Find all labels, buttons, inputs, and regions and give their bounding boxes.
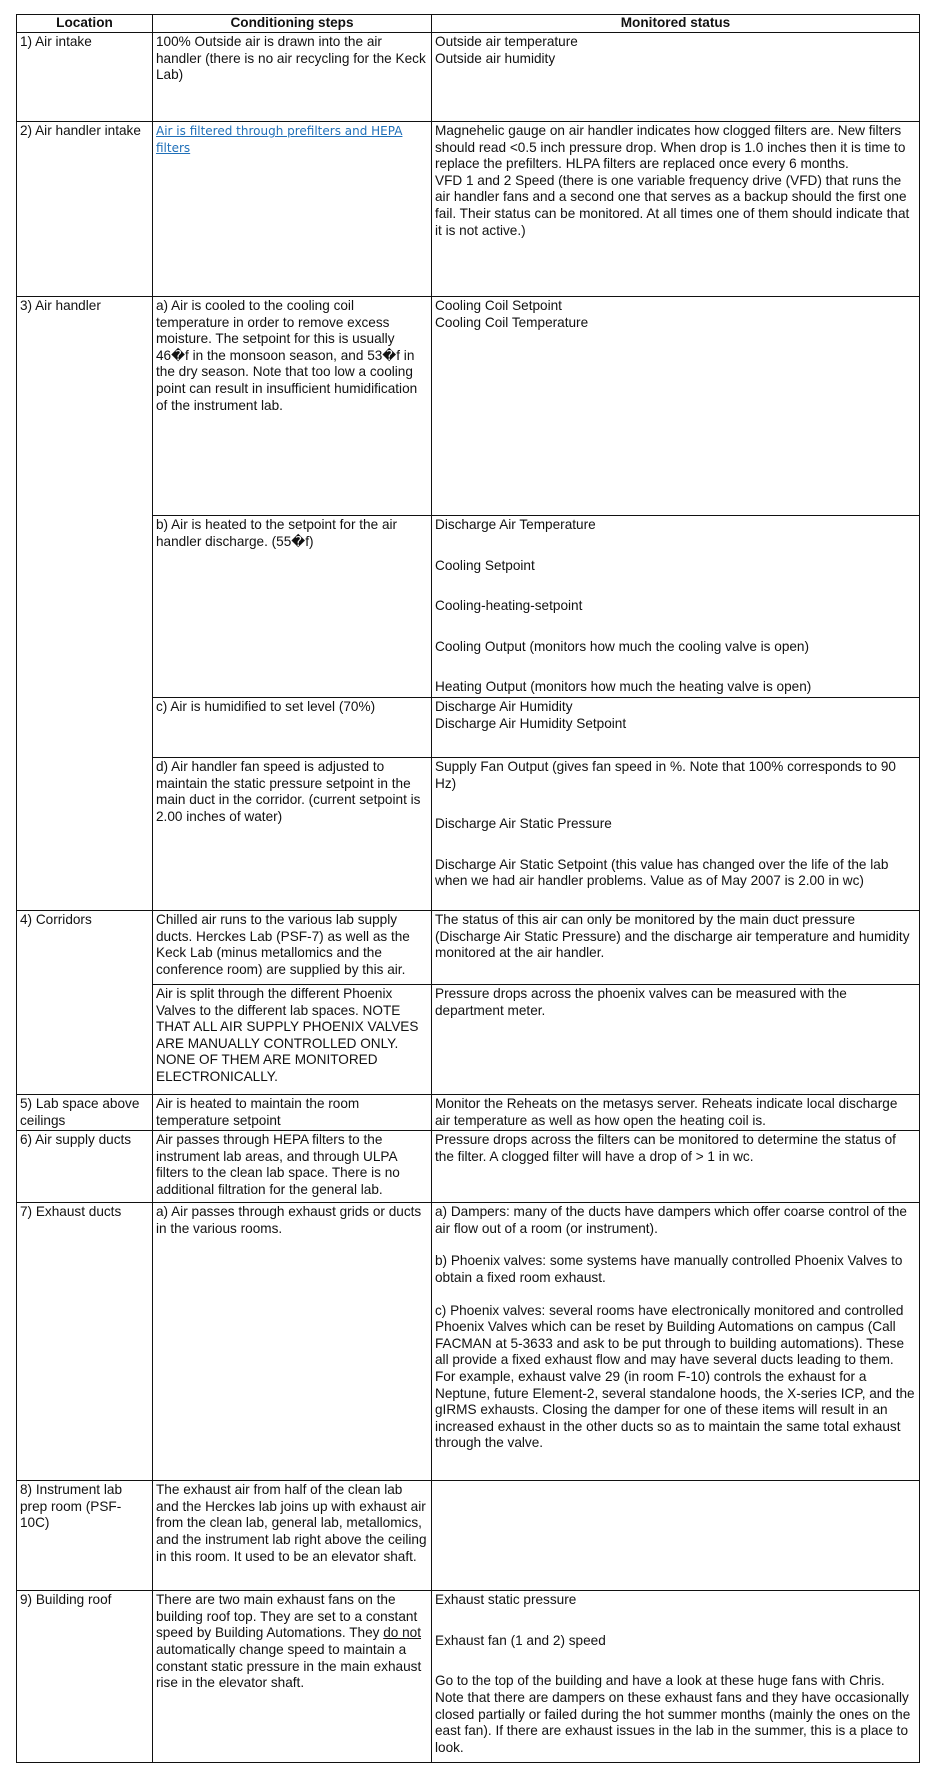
monitored-item: Cooling Setpoint bbox=[435, 557, 535, 573]
monitored-item: Discharge Air Humidity Setpoint bbox=[435, 715, 627, 731]
monitored-cell bbox=[432, 697, 920, 757]
location-cell: 9) Building roof bbox=[17, 1591, 153, 1763]
monitored-item: a) Dampers: many of the ducts have dampers which offer coarse control of the air flow out of a room (or instrument). bbox=[435, 1204, 907, 1236]
table-row bbox=[17, 910, 920, 984]
step-cell: 100% Outside air is drawn into the air handler (there is no air recycling for the Keck Lab) bbox=[153, 33, 432, 122]
step-cell: Air is heated to maintain the room temperature setpoint bbox=[153, 1094, 432, 1130]
filter-link[interactable]: Air is filtered through prefilters and HEPA filters bbox=[156, 124, 403, 155]
monitored-item: Supply Fan Output (gives fan speed in %. Note that 100% corresponds to 90 Hz) bbox=[435, 758, 896, 791]
monitored-cell: The status of this air can only be monitored by the main duct pressure (Discharge Air Static Pressure) and the discharge air temperature and humidity monitored at the air handler. bbox=[432, 910, 920, 984]
table-row bbox=[17, 1131, 920, 1203]
monitored-item: VFD 1 and 2 Speed (there is one variable frequency drive (VFD) that runs the air handler fans and a second one that serves as a backup should the first one fail. Their status can be monitored. At all times one of them should indicate that it is not active.) bbox=[435, 172, 910, 238]
table-row bbox=[17, 1094, 920, 1130]
monitored-item: c) Phoenix valves: several rooms have electronically monitored and controlled Phoenix Valves which can be reset by Building Automations on campus (Call FACMAN at 5-3633 and ask to be put through to building automations). These all provide a fixed exhaust flow and may have several ducts leading to them. For example, exhaust valve 29 (in room F-10) controls the exhaust for a Neptune, future Element-2, several standalone hoods, the X-series ICP, and the gIRMS exhausts. Closing the damper for one of these items will result in an increased exhaust in the other ducts so as to maintain the same total exhaust through the valve. bbox=[435, 1302, 915, 1451]
monitored-item: Exhaust static pressure bbox=[435, 1592, 577, 1608]
location-cell: 6) Air supply ducts bbox=[17, 1131, 153, 1203]
location-cell: 5) Lab space above ceilings bbox=[17, 1094, 153, 1130]
monitored-cell: Monitor the Reheats on the metasys server. Reheats indicate local discharge air temperature as well as how open the heating coil is. bbox=[432, 1094, 920, 1130]
step-cell: Air is split through the different Phoenix Valves to the different lab spaces. NOTE THAT ALL AIR SUPPLY PHOENIX VALVES ARE MANUALLY CONTROLLED ONLY. NONE OF THEM ARE MONITORED ELECTRONICALLY. bbox=[153, 984, 432, 1094]
table-row bbox=[17, 1481, 920, 1591]
table-row bbox=[17, 122, 920, 297]
monitored-cell: Pressure drops across the filters can be monitored to determine the status of the filter. A clogged filter will have a drop of > 1 in wc. bbox=[432, 1131, 920, 1203]
conditioning-table bbox=[16, 14, 920, 1763]
monitored-item: Cooling-heating-setpoint bbox=[435, 598, 583, 614]
table-row bbox=[17, 984, 920, 1094]
step-text: There are two main exhaust fans on the building roof top. They are set to a constant speed by Building Automations. They bbox=[156, 1592, 418, 1641]
monitored-item: b) Phoenix valves: some systems have manually controlled Phoenix Valves to obtain a fixed room exhaust. bbox=[435, 1253, 903, 1285]
header-monitored-status: Monitored status bbox=[432, 15, 920, 33]
step-cell bbox=[153, 1591, 432, 1763]
monitored-item: Discharge Air Static Setpoint (this value has changed over the life of the lab when we had air handler problems. Value as of May 2007 is 2.00 in wc) bbox=[435, 856, 889, 889]
monitored-cell bbox=[432, 122, 920, 297]
monitored-item: Outside air humidity bbox=[435, 50, 556, 66]
table-row bbox=[17, 697, 920, 757]
table-row bbox=[17, 516, 920, 698]
table-row bbox=[17, 757, 920, 910]
step-text: automatically change speed to maintain a constant static pressure in the main exhaust rise in the elevator shaft. bbox=[156, 1641, 422, 1691]
monitored-cell bbox=[432, 297, 920, 516]
step-cell: b) Air is heated to the setpoint for the air handler discharge. (55�f) bbox=[153, 516, 432, 698]
monitored-cell bbox=[432, 1203, 920, 1481]
location-cell: 7) Exhaust ducts bbox=[17, 1203, 153, 1481]
monitored-item: Magnehelic gauge on air handler indicates how clogged filters are. New filters should read <0.5 inch pressure drop. When drop is 1.0 inches then it is time to replace the prefilters. HLPA filters are replaced once every 6 months. bbox=[435, 123, 906, 172]
monitored-item: Cooling Coil Setpoint bbox=[435, 298, 562, 313]
location-cell: 4) Corridors bbox=[17, 910, 153, 1094]
step-cell: a) Air is cooled to the cooling coil temperature in order to remove excess moisture. The setpoint for this is usually 46�f in the monsoon season, and 53�f in the dry season. Note that too low a cooling point can result in insufficient humidification of the instrument lab. bbox=[153, 297, 432, 516]
header-location: Location bbox=[17, 15, 153, 33]
step-cell bbox=[153, 122, 432, 297]
step-text-underlined: do not bbox=[383, 1625, 422, 1641]
location-cell: 1) Air intake bbox=[17, 33, 153, 122]
location-cell: 2) Air handler intake bbox=[17, 122, 153, 297]
monitored-cell bbox=[432, 1591, 920, 1763]
monitored-item: Heating Output (monitors how much the heating valve is open) bbox=[435, 679, 812, 695]
monitored-cell bbox=[432, 516, 920, 698]
step-cell: Chilled air runs to the various lab supply ducts. Herckes Lab (PSF-7) as well as the Keck Lab (minus metallomics and the conference room) are supplied by this air. bbox=[153, 910, 432, 984]
header-row bbox=[17, 15, 920, 33]
header-conditioning-steps: Conditioning steps bbox=[153, 15, 432, 33]
monitored-item: Discharge Air Temperature bbox=[435, 517, 596, 532]
monitored-item: Cooling Output (monitors how much the cooling valve is open) bbox=[435, 638, 810, 654]
location-cell: 8) Instrument lab prep room (PSF-10C) bbox=[17, 1481, 153, 1591]
table-row bbox=[17, 33, 920, 122]
monitored-item: Discharge Air Humidity bbox=[435, 698, 573, 714]
monitored-cell bbox=[432, 33, 920, 122]
step-cell: Air passes through HEPA filters to the instrument lab areas, and through ULPA filters to the clean lab space. There is no additional filtration for the general lab. bbox=[153, 1131, 432, 1203]
step-cell: c) Air is humidified to set level (70%) bbox=[153, 697, 432, 757]
monitored-cell bbox=[432, 757, 920, 910]
monitored-item: Cooling Coil Temperature bbox=[435, 314, 589, 330]
monitored-cell: Pressure drops across the phoenix valves can be measured with the department meter. bbox=[432, 984, 920, 1094]
monitored-item: Outside air temperature bbox=[435, 34, 578, 49]
table-row bbox=[17, 1203, 920, 1481]
table-row bbox=[17, 297, 920, 516]
monitored-cell bbox=[432, 1481, 920, 1591]
monitored-item: Exhaust fan (1 and 2) speed bbox=[435, 1632, 606, 1648]
step-cell: d) Air handler fan speed is adjusted to maintain the static pressure setpoint in the main duct in the corridor. (current setpoint is 2.00 inches of water) bbox=[153, 757, 432, 910]
monitored-item: Discharge Air Static Pressure bbox=[435, 816, 612, 832]
step-cell: The exhaust air from half of the clean lab and the Herckes lab joins up with exhaust air from the clean lab, general lab, metallomics, and the instrument lab right above the ceiling in this room. It used to be an elevator shaft. bbox=[153, 1481, 432, 1591]
location-cell: 3) Air handler bbox=[17, 297, 153, 911]
step-cell: a) Air passes through exhaust grids or ducts in the various rooms. bbox=[153, 1203, 432, 1481]
table-row bbox=[17, 1591, 920, 1763]
monitored-item: Go to the top of the building and have a look at these huge fans with Chris. Note that there are dampers on these exhaust fans and they have occasionally closed partially or failed during the hot summer months (mainly the ones on the east fan). If there are exhaust issues in the lab in the summer, this is a place to look. bbox=[435, 1673, 911, 1755]
